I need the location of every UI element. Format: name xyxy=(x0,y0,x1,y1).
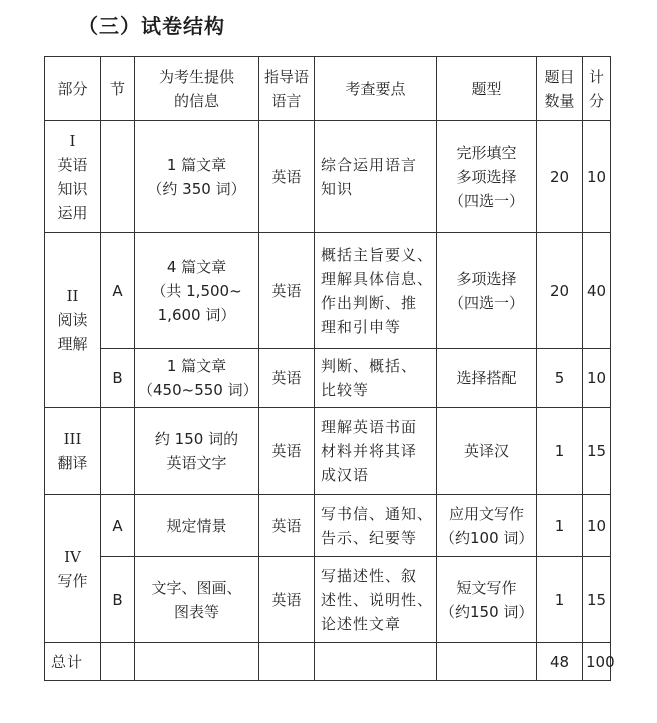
part-4a-score: 10 xyxy=(583,495,611,557)
part-2a-section: A xyxy=(101,233,135,349)
header-points: 考查要点 xyxy=(315,57,437,121)
part-1-points: 综合运用语言 知识 xyxy=(315,121,437,233)
part-4-label: IV 写作 xyxy=(45,495,101,643)
part-2a-info: 4 篇文章 （共 1,500~ 1,600 词） xyxy=(135,233,259,349)
part-2b-lang: 英语 xyxy=(259,349,315,408)
part-3-info: 约 150 词的 英语文字 xyxy=(135,408,259,495)
part-1-count: 20 xyxy=(537,121,583,233)
part-4b-points: 写描述性、叙 述性、说明性、 论述性文章 xyxy=(315,557,437,643)
table-row xyxy=(45,495,611,557)
part-2a-points: 概括主旨要义、 理解具体信息、 作出判断、推 理和引申等 xyxy=(315,233,437,349)
part-2-label: II 阅读 理解 xyxy=(45,233,101,408)
total-label: 总计 xyxy=(45,643,101,681)
part-1-lang: 英语 xyxy=(259,121,315,233)
table-row xyxy=(45,349,611,408)
header-lang: 指导语 语言 xyxy=(259,57,315,121)
part-4b-type: 短文写作 （约150 词） xyxy=(437,557,537,643)
part-3-points: 理解英语书面 材料并将其译 成汉语 xyxy=(315,408,437,495)
part-4a-section: A xyxy=(101,495,135,557)
part-2a-count: 20 xyxy=(537,233,583,349)
part-1-section xyxy=(101,121,135,233)
part-4b-count: 1 xyxy=(537,557,583,643)
total-empty-4 xyxy=(315,643,437,681)
table-row xyxy=(45,408,611,495)
part-4a-count: 1 xyxy=(537,495,583,557)
part-2b-type: 选择搭配 xyxy=(437,349,537,408)
part-4a-type: 应用文写作 （约100 词） xyxy=(437,495,537,557)
part-2b-count: 5 xyxy=(537,349,583,408)
exam-structure-table xyxy=(44,56,615,681)
table-row xyxy=(45,233,611,349)
part-2b-points: 判断、概括、 比较等 xyxy=(315,349,437,408)
part-2b-section: B xyxy=(101,349,135,408)
part-4a-points: 写书信、通知、 告示、纪要等 xyxy=(315,495,437,557)
part-1-label: I 英语 知识 运用 xyxy=(45,121,101,233)
part-3-lang: 英语 xyxy=(259,408,315,495)
part-1-type: 完形填空 多项选择 （四选一） xyxy=(437,121,537,233)
table-row xyxy=(45,121,611,233)
part-4b-section: B xyxy=(101,557,135,643)
part-2a-lang: 英语 xyxy=(259,233,315,349)
total-empty-2 xyxy=(135,643,259,681)
part-4b-score: 15 xyxy=(583,557,611,643)
header-info: 为考生提供 的信息 xyxy=(135,57,259,121)
part-1-score: 10 xyxy=(583,121,611,233)
header-row xyxy=(45,57,611,121)
part-2a-score: 40 xyxy=(583,233,611,349)
header-count: 题目 数量 xyxy=(537,57,583,121)
total-count: 48 xyxy=(537,643,583,681)
header-part: 部分 xyxy=(45,57,101,121)
part-2a-type: 多项选择 （四选一） xyxy=(437,233,537,349)
part-4a-lang: 英语 xyxy=(259,495,315,557)
header-type: 题型 xyxy=(437,57,537,121)
total-empty-1 xyxy=(101,643,135,681)
part-1-info: 1 篇文章 （约 350 词） xyxy=(135,121,259,233)
total-empty-5 xyxy=(437,643,537,681)
header-score: 计 分 xyxy=(583,57,611,121)
part-4b-lang: 英语 xyxy=(259,557,315,643)
part-3-section xyxy=(101,408,135,495)
part-4b-info: 文字、图画、 图表等 xyxy=(135,557,259,643)
total-row xyxy=(45,643,611,681)
section-heading: （三）试卷结构 xyxy=(78,14,225,38)
total-empty-3 xyxy=(259,643,315,681)
table-row xyxy=(45,557,611,643)
part-3-score: 15 xyxy=(583,408,611,495)
part-2b-info: 1 篇文章 （450~550 词） xyxy=(135,349,259,408)
total-score: 100 xyxy=(583,643,611,681)
part-3-type: 英译汉 xyxy=(437,408,537,495)
part-3-label: III 翻译 xyxy=(45,408,101,495)
part-2b-score: 10 xyxy=(583,349,611,408)
part-3-count: 1 xyxy=(537,408,583,495)
part-4a-info: 规定情景 xyxy=(135,495,259,557)
header-section: 节 xyxy=(101,57,135,121)
